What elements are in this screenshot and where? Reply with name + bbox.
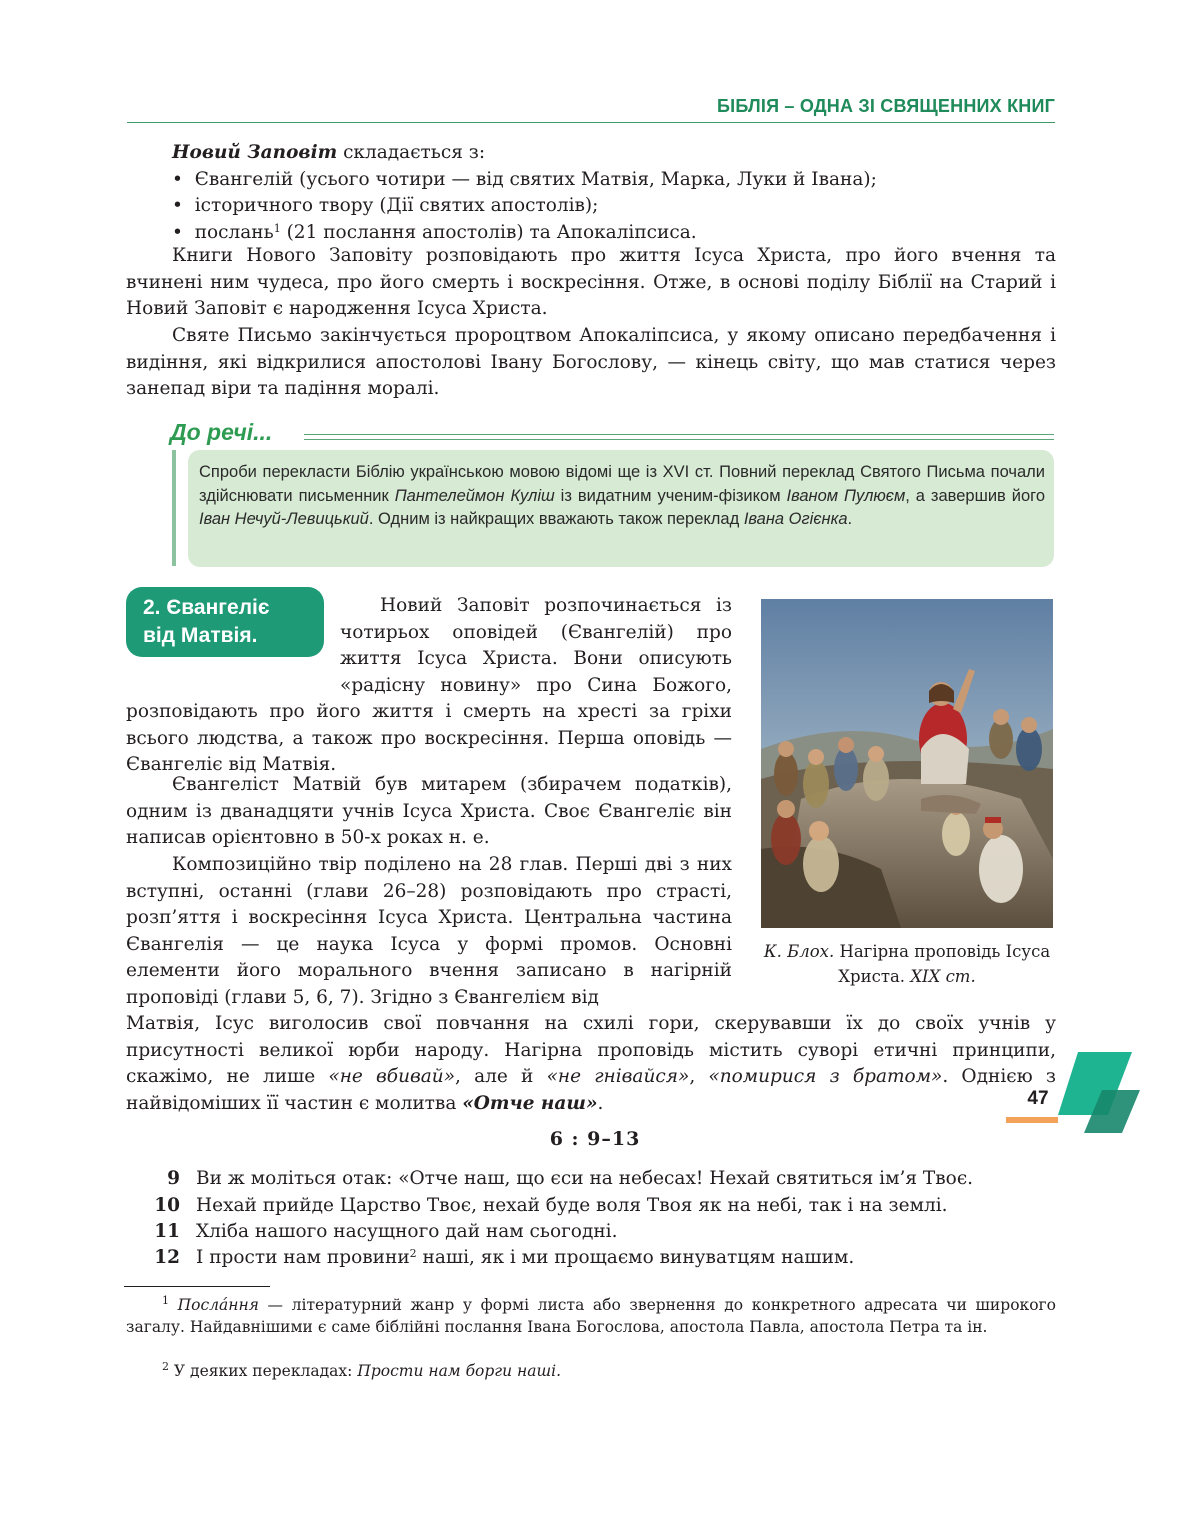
verse-number: 9 [167, 1168, 180, 1189]
aside-divider [304, 434, 1054, 440]
paragraph: Новий Заповіт розпочинається із чотирьох оповідей (Євангелій) про життя Ісуса Христа. Вони описують «радісну новину» про Сина Божого, розповідають про його життя і смерть на хресті за гріхи всього людства, а також про воскресіння. Перша оповідь — Євангеліє від Матвія. [126, 595, 732, 775]
verse-row [126, 1166, 1056, 1193]
verse-row [126, 1245, 1056, 1272]
footnote: $^2$ У деяких перекладах: Прости нам борги наші. [162, 1360, 562, 1380]
section-heading-line: від Матвія. [143, 624, 258, 647]
paragraph: Книги Нового Заповіту розповідають про життя Ісуса Христа, про його вчення та вчинені ним чудеса, про його смерть і воскресіння. Отже, в основі поділу Біблії на Старий і Новий Заповіт є народження Ісуса Христа. [126, 245, 1056, 319]
list-item: • Євангелій (усього чотири — від святих Матвія, Марка, Луки й Івана); [172, 168, 877, 190]
verse-text: Нехай прийде Царство Твоє, нехай буде воля Твоя як на небі, так і на землі. [196, 1195, 948, 1216]
list-item: • послань$^1$ (21 послання апостолів) та Апокаліпсиса. [172, 221, 697, 243]
paragraph: Євангеліст Матвій був митарем (збирачем податків), одним із дванадцяти учнів Ісуса Христа. Своє Євангеліє він написав орієнтовно в 50-х роках н. е. [126, 774, 732, 848]
intro-lead-rest: складається з: [337, 142, 486, 163]
paragraph: Композиційно твір поділено на 28 глав. Перші дві з них вступні, останні (глави 26–28) розповідають про страсті, розп’яття і воскресіння Ісуса Христа. Центральна частина Євангелія — це наука Ісуса у формі промов. Основні елементи його морального вчення записано в нагірній проповіді (глави 5, 6, 7). Згідно з Євангелієм від [126, 854, 732, 1008]
aside-text: Спроби перекласти Біблію українською мовою відомі ще із XVI ст. Повний переклад Святого Письма почали здійснювати письменник Пантелеймон Куліш із видатним ученим-фізиком Іваном Пулюєм, а завершив його Іван Нечуй-Левицький. Одним із найкращих вважають також переклад Івана Огієнка. [199, 463, 1045, 528]
list-item-text: Євангелій (усього чотири — від святих Матвія, Марка, Луки й Івана); [194, 168, 877, 190]
intro-lead-bold: Новий Заповіт [172, 142, 338, 163]
intro-list [172, 140, 1052, 246]
footnote: $^1$ Посла́ння — літературний жанр у формі листа або звернення до конкретного адресата чи широкого загалу. Найдавнішими є саме біблійні послання Івана Богослова, апостола Павла, апостола Петра та ін. [126, 1294, 1056, 1336]
section-heading-line: 2. Євангеліє [143, 596, 270, 619]
verse-text: І прости нам провини$^2$ наші, як і ми прощаємо винуватцям нашим. [196, 1247, 855, 1268]
verse-row [126, 1219, 1056, 1246]
list-item-text: послань [194, 221, 274, 243]
paragraph: Матвія, Ісус виголосив свої повчання на схилі гори, скерувавши їх до своїх учнів у присутності великої юрби народу. Нагірна проповідь містить суворі етичні принципи, скажімо, не лише «не вбивай», але й «не гнівайся», «помирися з братом». Однією з найвідоміших її частин є молитва «Отче наш». [126, 1013, 1056, 1114]
footnote-ref: 1 [273, 221, 281, 235]
verse-text: Ви ж моліться отак: «Отче наш, що єси на небесах! Нехай святиться ім’я Твоє. [196, 1168, 974, 1189]
paragraph: Святе Письмо закінчується пророцтвом Апокаліпсиса, у якому описано передбачення і видіння, які відкрилися апостолові Івану Богослову, — кінець світу, що мав статися через занепад віри та падіння моралі. [126, 325, 1056, 399]
sermon-on-the-mount-painting [761, 599, 1053, 928]
running-header-title: БІБЛІЯ – ОДНА ЗІ СВЯЩЕННИХ КНИГ [717, 96, 1055, 116]
list-item-text: історичного твору (Дії святих апостолів); [194, 195, 599, 216]
list-item-text: (21 послання апостолів) та Апокаліпсиса. [280, 221, 697, 243]
footnote-divider [124, 1286, 270, 1287]
list-item: • історичного твору (Дії святих апостолів); [172, 195, 599, 216]
intro-lead [172, 140, 1052, 167]
scripture-reference: 6 : 9–13 [549, 1128, 641, 1150]
verse-number: 11 [154, 1221, 180, 1242]
verse-row [126, 1193, 1056, 1220]
running-header [127, 92, 1055, 123]
verse-number: 10 [154, 1195, 180, 1216]
figure-caption: К. Блох. Нагірна проповідь Ісуса Христа. XIX ст. [763, 942, 1051, 986]
aside-title: До речі... [170, 419, 273, 445]
verse-number: 12 [154, 1247, 180, 1268]
page-number: 47 [1027, 1088, 1049, 1109]
footnote-ref: 2 [409, 1247, 417, 1260]
verse-text: Хліба нашого насущного дай нам сьогодні. [196, 1221, 618, 1242]
aside-accent-bar [172, 450, 176, 566]
